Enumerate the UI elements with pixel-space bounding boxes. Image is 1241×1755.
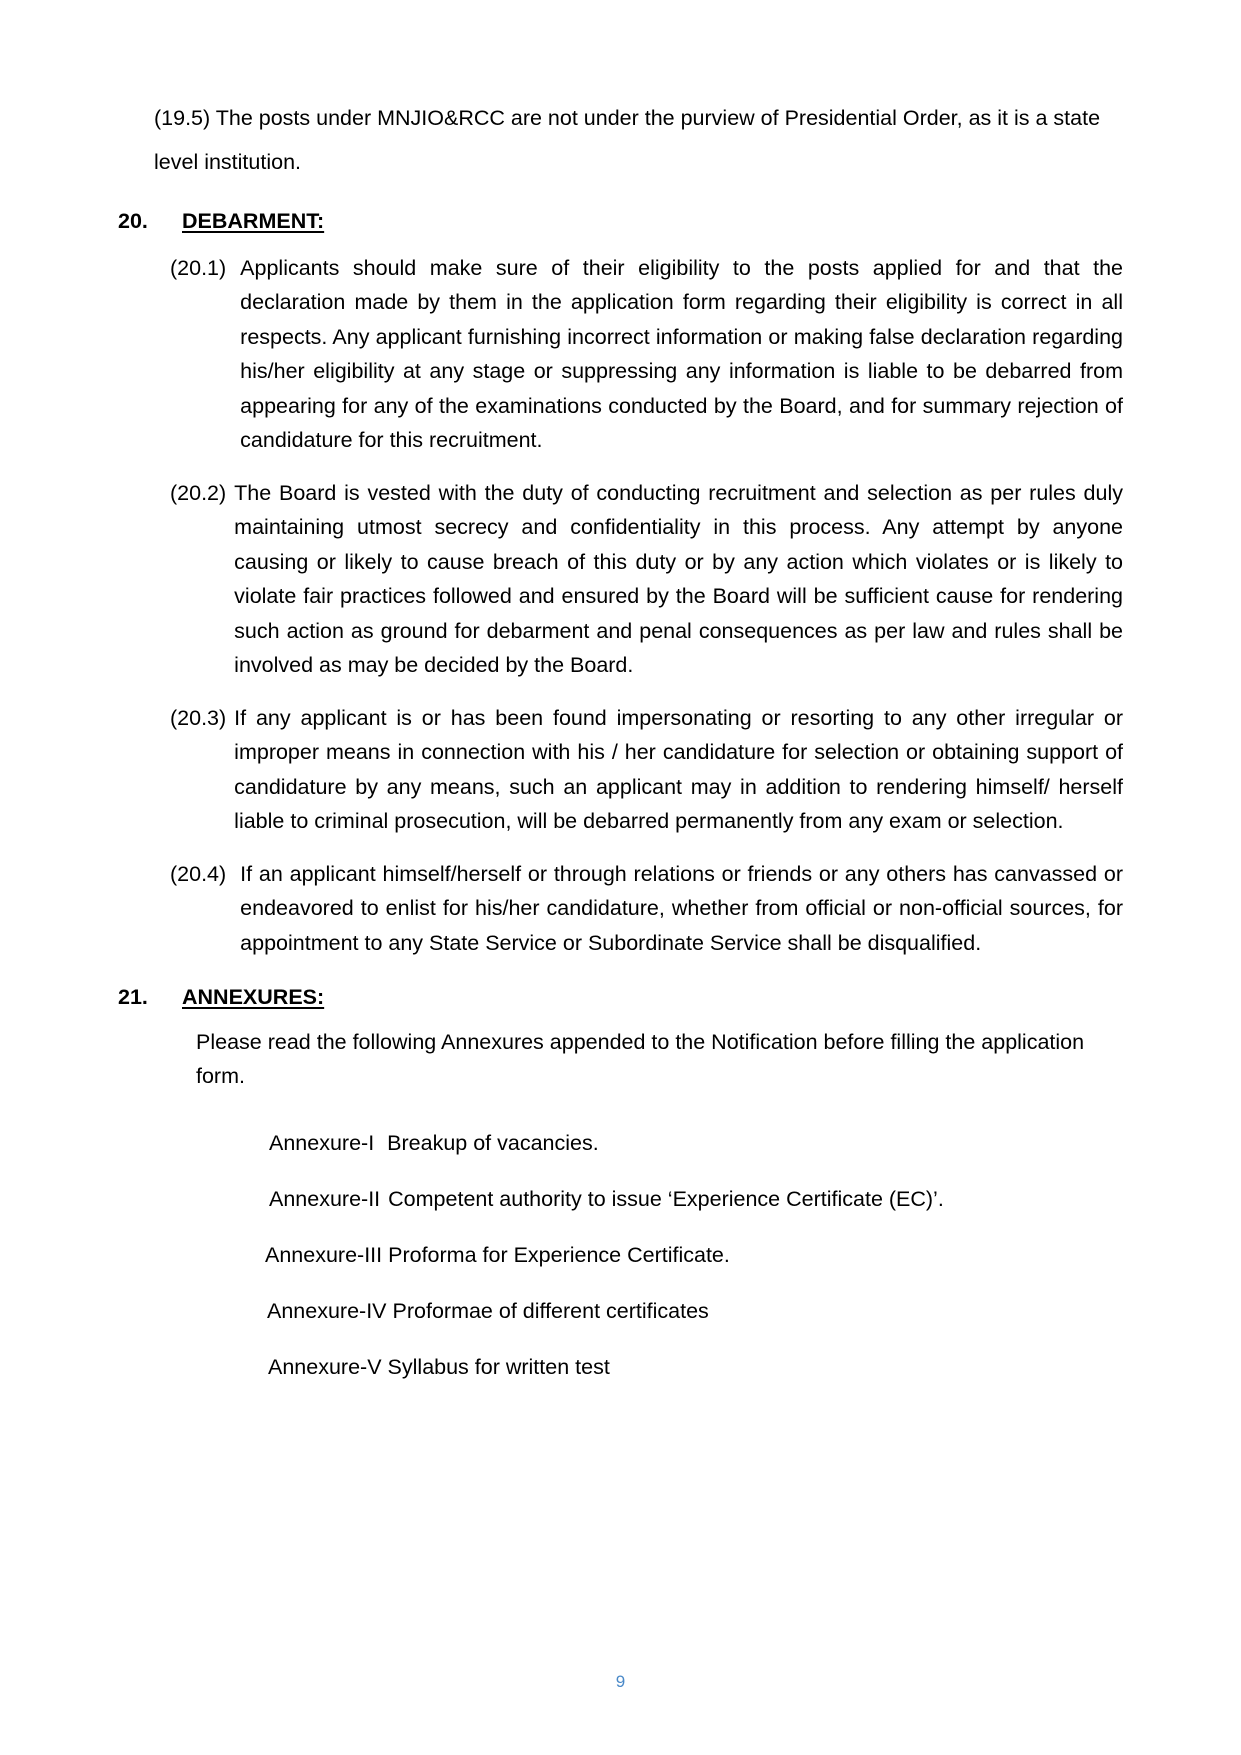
section-title: ANNEXURES: <box>182 985 325 1009</box>
section-heading-annexures <box>118 987 1123 1009</box>
annexures-intro-text: Please read the following Annexures appended to the Notification before filling the application form. <box>196 1029 1085 1088</box>
clause-text: If an applicant himself/herself or through relations or friends or any others has canvassed or endeavored to enlist for his/her candidature, whether from official or non-official sources, for appointment to any State Service or Subordinate Service shall be disqualified. <box>240 861 1123 955</box>
annexures-list <box>264 1128 1123 1382</box>
clause-20-3 <box>118 701 1123 839</box>
annexure-label: Annexure-II <box>269 1186 381 1211</box>
clause-number: (20.2) <box>170 480 227 505</box>
annexure-label: Annexure-III <box>265 1242 383 1267</box>
document-body <box>118 96 1123 1382</box>
clause-20-2 <box>118 476 1123 683</box>
section-number: 20. <box>118 209 148 233</box>
annexure-item <box>268 1352 1123 1382</box>
annexure-description: Proforma for Experience Certificate. <box>388 1242 730 1267</box>
clause-text: If any applicant is or has been found impersonating or resorting to any other irregular or improper means in connection with his / her candidature for selection or obtaining support of candidature by any means, such an applicant may in addition to rendering himself/ herself liable to criminal prosecution, will be debarred permanently from any exam or selection. <box>234 705 1123 833</box>
annexure-item <box>269 1184 1123 1214</box>
annexure-description: Syllabus for written test <box>387 1354 610 1379</box>
clause-text: The Board is vested with the duty of conducting recruitment and selection as per rules duly maintaining utmost secrecy and confidentiality in this process. Any attempt by anyone causing or likely to cause breach of this duty or by any action which violates or is likely to violate fair practices followed and ensured by the Board will be sufficient cause for rendering such action as ground for debarment and penal consequences as per law and rules shall be involved as may be decided by the Board. <box>234 480 1123 677</box>
annexure-description: Proformae of different certificates <box>392 1298 709 1323</box>
clause-text: Applicants should make sure of their eligibility to the posts applied for and that the declaration made by them in the application form regarding their eligibility is correct in all respects. Any applicant furnishing incorrect information or making false declaration regarding his/her eligibility at any stage or suppressing any information is liable to be debarred from appearing for any of the examinations conducted by the Board, and for summary rejection of candidature for this recruitment. <box>240 255 1123 452</box>
annexure-description: Breakup of vacancies. <box>387 1130 599 1155</box>
annexure-item <box>269 1128 1123 1158</box>
paragraph-19-5: (19.5) The posts under MNJIO&RCC are not under the purview of Presidential Order, as it is a state level institution. <box>154 106 1101 174</box>
section-number: 21. <box>118 985 148 1009</box>
clause-number: (20.4) <box>170 861 227 886</box>
annexure-label: Annexure-IV <box>267 1298 387 1323</box>
section-title: DEBARMENT: <box>182 209 325 233</box>
annexure-description: Competent authority to issue ‘Experience Certificate (EC)’. <box>388 1186 944 1211</box>
annexure-item <box>265 1240 1123 1270</box>
clause-number: (20.3) <box>170 705 227 730</box>
section-heading-debarment <box>118 211 1123 233</box>
clause-20-1 <box>118 251 1123 458</box>
annexure-item <box>267 1296 1123 1326</box>
page-number: 9 <box>615 1672 626 1691</box>
clause-number: (20.1) <box>170 255 227 280</box>
clause-20-4 <box>118 857 1123 961</box>
annexure-label: Annexure-V <box>268 1354 382 1379</box>
annexure-label: Annexure-I <box>269 1130 375 1155</box>
